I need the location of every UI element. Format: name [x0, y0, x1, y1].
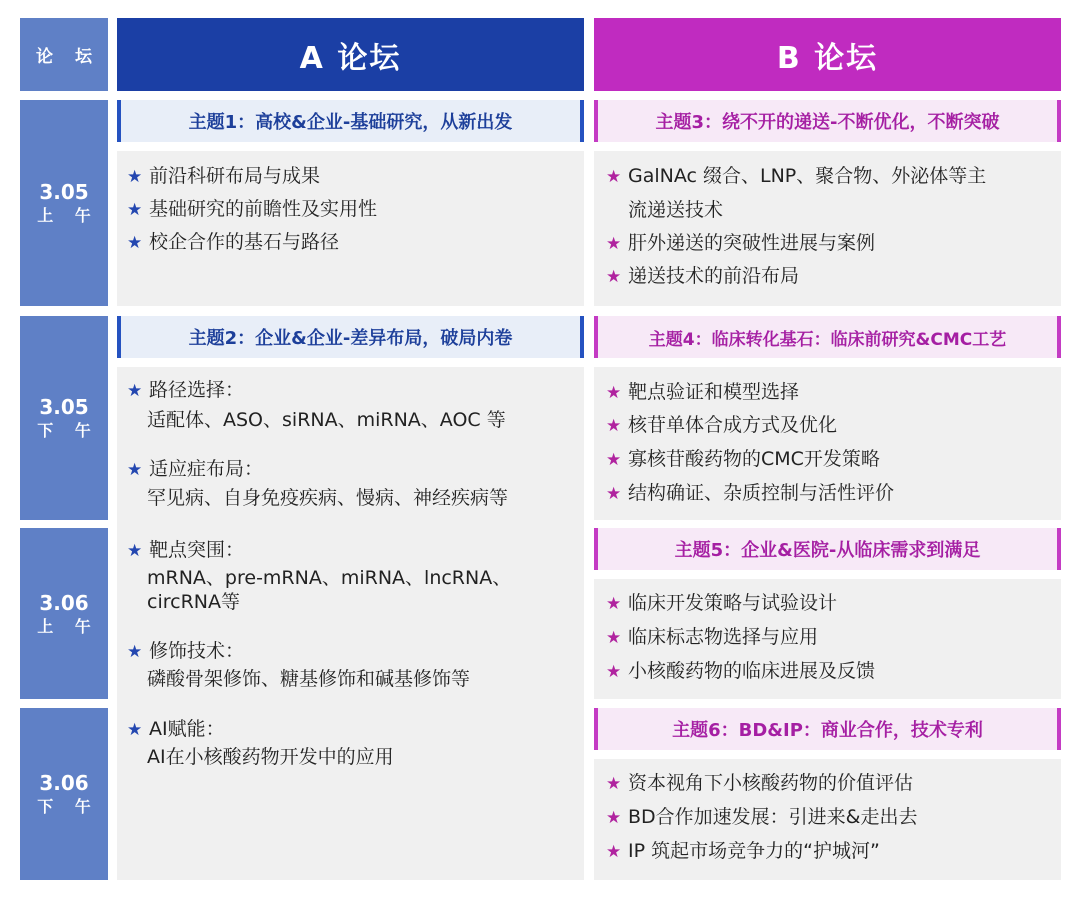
theme6-title: 主题6：BD&IP：商业合作，技术专利 — [672, 720, 983, 741]
theme3-bar — [594, 100, 1061, 142]
theme4-panel — [594, 367, 1061, 520]
session-period: 下 午 — [37, 797, 99, 816]
theme2-bar — [117, 316, 584, 358]
session-period: 上 午 — [37, 616, 99, 636]
list-item: ★ IP 筑起市场竞争力的“护城河” — [606, 835, 880, 869]
star-icon: ★ — [127, 460, 143, 480]
list-item: ★ 靶点验证和模型选择 — [606, 376, 799, 410]
star-icon: ★ — [606, 450, 622, 470]
session-cell — [20, 528, 108, 699]
star-icon: ★ — [127, 233, 143, 253]
list-item: ★ 核苷单体合成方式及优化 — [606, 409, 837, 443]
list-item-detail: 适配体、ASO、siRNA、miRNA、AOC 等 — [147, 409, 506, 431]
list-item-detail: 流递送技术 — [628, 199, 724, 221]
session-period: 上 午 — [37, 206, 99, 225]
list-item: ★ 基础研究的前瞻性及实用性 — [127, 193, 377, 227]
session-cell — [20, 316, 108, 520]
forum-b-header — [594, 18, 1061, 91]
list-item: ★ 资本视角下小核酸药物的价值评估 — [606, 767, 913, 801]
session-date: 3.06 — [39, 590, 89, 615]
list-item: ★ 递送技术的前沿布局 — [606, 260, 799, 294]
star-icon: ★ — [606, 267, 622, 287]
star-icon: ★ — [606, 774, 622, 794]
theme2-panel — [117, 367, 584, 880]
session-period: 下 午 — [37, 421, 99, 440]
star-icon: ★ — [606, 234, 622, 254]
forum-a-title: A 论坛 — [299, 40, 402, 76]
list-item: ★ 小核酸药物的临床进展及反馈 — [606, 655, 875, 689]
list-item: ★ 寡核苷酸药物的CMC开发策略 — [606, 443, 880, 477]
star-icon: ★ — [606, 594, 622, 614]
theme5-title: 主题5：企业&医院-从临床需求到满足 — [674, 540, 981, 561]
forum-a-header — [117, 18, 584, 91]
session-date: 3.05 — [39, 180, 89, 204]
list-item: ★ BD合作加速发展：引进来&走出去 — [606, 801, 917, 835]
theme6-panel — [594, 759, 1061, 880]
star-icon: ★ — [606, 484, 622, 504]
star-icon: ★ — [606, 842, 622, 862]
star-icon: ★ — [606, 808, 622, 828]
star-icon: ★ — [127, 381, 143, 401]
theme4-bar — [594, 316, 1061, 358]
forum-column-label: 论 坛 — [36, 47, 100, 67]
star-icon: ★ — [127, 541, 143, 561]
forum-b-title: B 论坛 — [776, 40, 879, 76]
theme2-title: 主题2：企业&企业-差异布局，破局内卷 — [188, 328, 513, 349]
theme5-panel — [594, 579, 1061, 699]
theme1-title: 主题1：高校&企业-基础研究，从新出发 — [188, 112, 513, 133]
theme3-panel — [594, 151, 1061, 306]
list-item-detail: mRNA、pre-mRNA、miRNA、lncRNA、 — [147, 567, 512, 589]
list-item: ★ 结构确证、杂质控制与活性评价 — [606, 477, 894, 511]
theme1-bar — [117, 100, 584, 142]
session-date: 3.06 — [39, 771, 89, 795]
star-icon: ★ — [127, 720, 143, 740]
theme1-panel — [117, 151, 584, 306]
list-item-detail: 罕见病、自身免疫疾病、慢病、神经疾病等 — [147, 487, 509, 509]
list-item: ★ 临床开发策略与试验设计 — [606, 587, 837, 621]
list-item: ★ 修饰技术： — [127, 635, 244, 669]
star-icon: ★ — [127, 167, 143, 187]
theme4-title: 主题4：临床转化基石：临床前研究&CMC工艺 — [648, 329, 1007, 350]
list-item: ★ 适应症布局： — [127, 453, 263, 487]
list-item: ★ 肝外递送的突破性进展与案例 — [606, 227, 875, 261]
list-item: ★ 校企合作的基石与路径 — [127, 226, 339, 260]
star-icon: ★ — [127, 642, 143, 662]
star-icon: ★ — [606, 383, 622, 403]
list-item-detail: 磷酸骨架修饰、糖基修饰和碱基修饰等 — [147, 668, 471, 690]
session-cell — [20, 708, 108, 880]
theme3-title: 主题3：绕不开的递送-不断优化，不断突破 — [655, 112, 1000, 133]
list-item: ★ 路径选择： — [127, 374, 244, 408]
star-icon: ★ — [606, 416, 622, 436]
star-icon: ★ — [127, 200, 143, 220]
list-item: ★ GalNAc 缀合、LNP、聚合物、外泌体等主 — [606, 160, 986, 194]
list-item: ★ 临床标志物选择与应用 — [606, 621, 818, 655]
list-item-detail: circRNA等 — [147, 591, 240, 613]
star-icon: ★ — [606, 167, 622, 187]
star-icon: ★ — [606, 628, 622, 648]
list-item-detail: AI在小核酸药物开发中的应用 — [147, 746, 394, 768]
list-item: ★ 前沿科研布局与成果 — [127, 160, 320, 194]
session-cell — [20, 100, 108, 306]
theme5-bar — [594, 528, 1061, 570]
star-icon: ★ — [606, 662, 622, 682]
list-item: ★ 靶点突围： — [127, 534, 244, 568]
list-item: ★ AI赋能： — [127, 713, 225, 747]
session-date: 3.05 — [39, 395, 89, 419]
forum-column-header — [20, 18, 108, 91]
theme6-bar — [594, 708, 1061, 750]
